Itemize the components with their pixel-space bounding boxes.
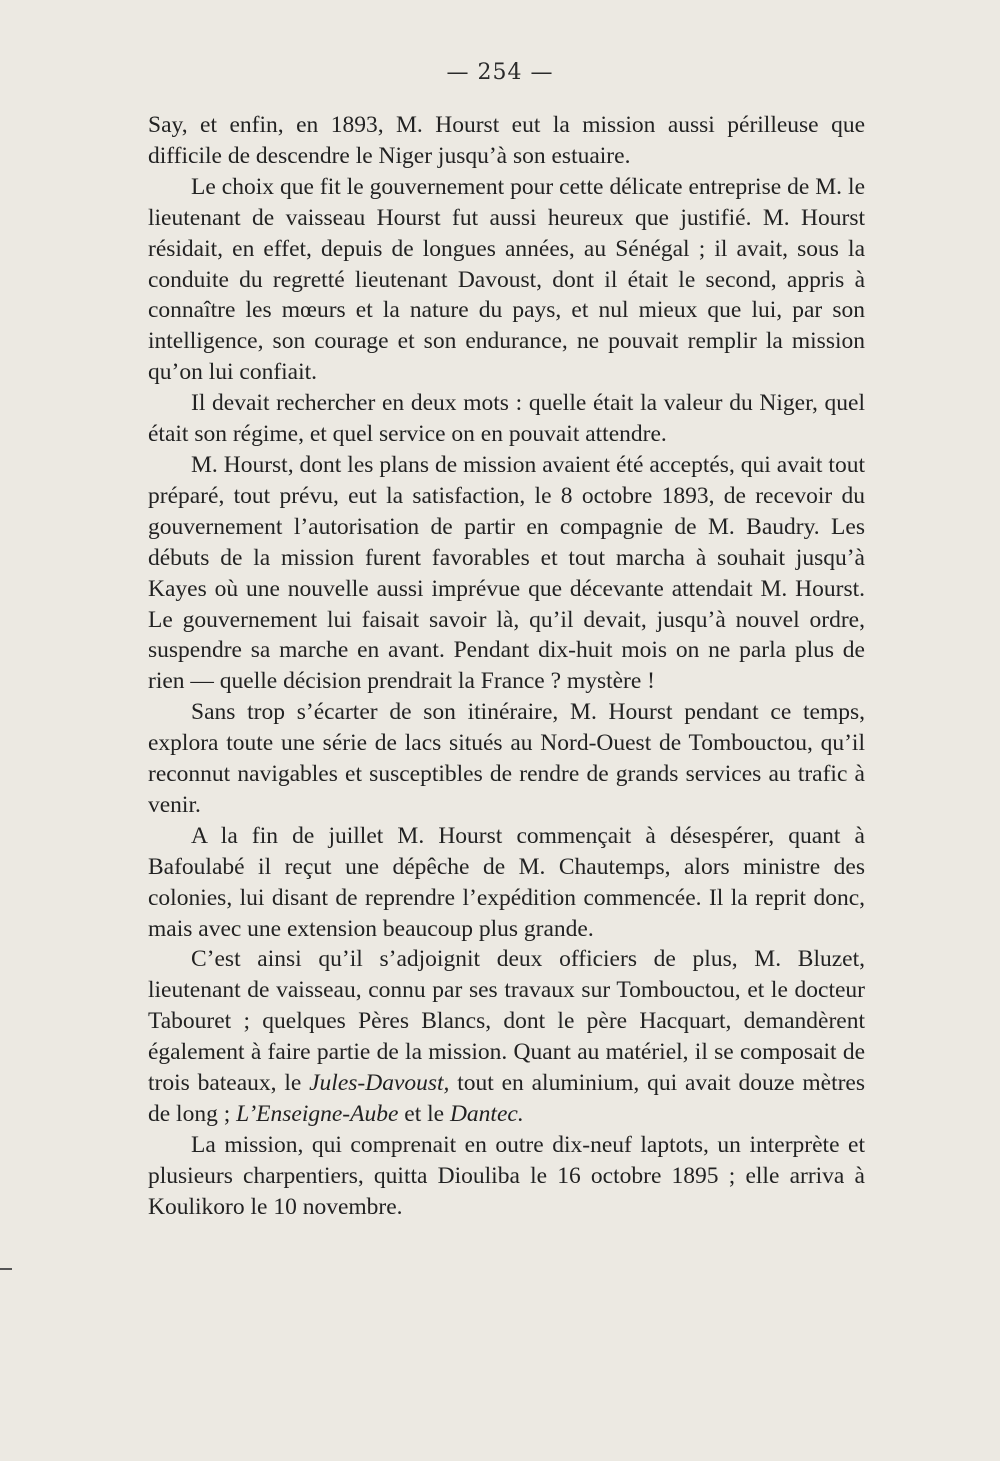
text-segment: et le	[398, 1101, 450, 1127]
paragraph-recherche-niger: Il devait rechercher en deux mots : quelle était la valeur du Niger, quel était son régime, et quel service on en pouvait attendre.	[148, 390, 865, 448]
page-body	[148, 110, 865, 1223]
page-number: — 254 —	[446, 60, 554, 85]
paragraph-depart-diouliba: La mission, qui comprenait en outre dix-neuf laptots, un interprète et plusieurs charpentiers, quitta Diouliba le 16 octobre 1895 ; elle arriva à Koulikoro le 10 novembre.	[148, 1131, 865, 1220]
paragraph-depeche-chautemps: A la fin de juillet M. Hourst commençait à désespérer, quant à Bafoulabé il reçut une dépêche de M. Chautemps, alors ministre des colonies, lui disant de reprendre l’expédition commencée. Il la reprit donc, mais avec une extension beaucoup plus grande.	[148, 822, 865, 942]
paragraph-lacs-tombouctou: Sans trop s’écarter de son itinéraire, M. Hourst pendant ce temps, explora toute une série de lacs situés au Nord-Ouest de Tombouctou, qu’il reconnut navigables et susceptibles de rendre de grands services au trafic à venir.	[148, 699, 865, 818]
text-segment: C’est ainsi qu’il s’adjoignit deux officiers de plus, M. Bluzet, lieutenant de vaisseau, connu par ses travaux sur Tombouctou, et le docteur Tabouret ; quelques Pères Blancs, dont le père Hacquart, demandèrent également à faire partie de la mission. Quant au matériel, il se composait de trois bateaux, le	[148, 946, 865, 1097]
boat-name-dantec: Dantec.	[449, 1101, 524, 1127]
boat-name-enseigne-aube: L’Enseigne-Aube	[236, 1101, 399, 1127]
paragraph-plans-mission: M. Hourst, dont les plans de mission avaient été acceptés, qui avait tout préparé, tout prévu, eut la satisfaction, le 8 octobre 1893, de recevoir du gouvernement l’autorisation de partir en compagnie de M. Baudry. Les débuts de la mission furent favorables et tout marcha à souhait jusqu’à Kayes où une nouvelle aussi imprévue que décevante attendait M. Hourst. Le gouvernement lui faisait savoir là, qu’il devait, jusqu’à nouvel ordre, suspendre sa marche en avant. Pendant dix-huit mois on ne parla plus de rien — quelle décision prendrait la France ? mystère !	[148, 451, 865, 695]
boat-name-jules-davoust: Jules-Davoust,	[309, 1070, 450, 1097]
paragraph-continuation: Say, et enfin, en 1893, M. Hourst eut la mission aussi périlleuse que difficile de descendre le Niger jusqu’à son estuaire.	[148, 112, 865, 169]
paragraph-officiers-bateaux	[148, 944, 865, 1129]
margin-mark	[0, 1268, 12, 1270]
text-segment: tout en aluminium, qui avait douze mètres de long ;	[148, 1070, 866, 1127]
paragraph-choix-gouvernement: Le choix que fit le gouvernement pour cette délicate entreprise de M. le lieutenant de vaisseau Hourst fut aussi heureux que justifié. M. Hourst résidait, en effet, depuis de longues années, au Sénégal ; il avait, sous la conduite du regretté lieutenant Davoust, dont il était le second, appris à connaître les mœurs et la nature du pays, et nul mieux que lui, par son intelligence, son courage et son endurance, ne pouvait remplir la mission qu’on lui confiait.	[148, 173, 865, 386]
